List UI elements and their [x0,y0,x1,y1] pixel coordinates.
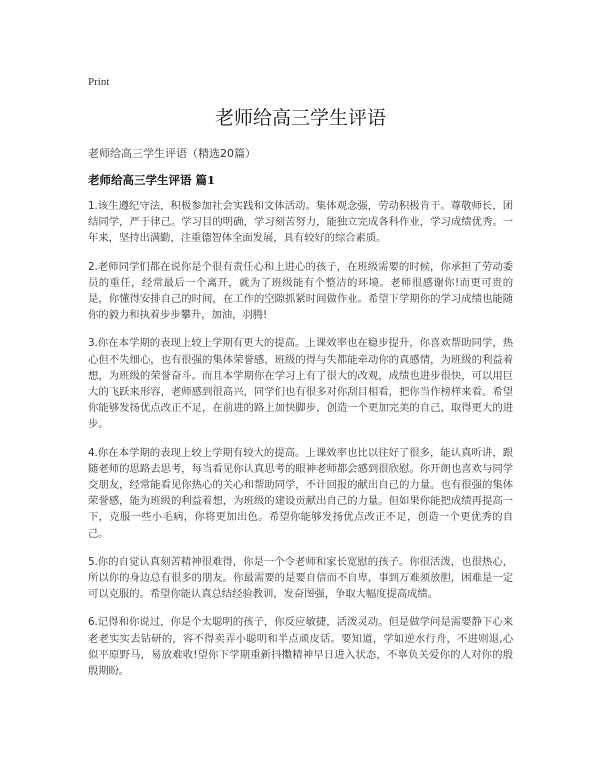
paragraph-3: 3.你在本学期的表现上较上学期有更大的提高。上课效率也在稳步提升，你喜欢帮助同学，热心但不失细心，也有很强的集体荣誉感，班级的得与失都能牵动你的真感情，为班级的利益着想，为班级的荣誉奋斗。而且本学期你在学习上有了很大的改观，成绩也进步很快，可以用巨大的飞跃来形容，老师感到很高兴，同学们也有很多对你刮目相看，把你当作榜样来看。希望你能够发扬优点改正不足，在前进的路上加快脚步，创造一个更加完美的自己，取得更大的进步。 [88,337,513,431]
paragraph-1: 1.该生遵纪守法，积极参加社会实践和文体活动。集体观念强，劳动积极肯干。尊敬师长，团结同学，严于律己。学习目的明确，学习刻苦努力，能独立完成各科作业，学习成绩优秀。一年来，坚持出满勤，注重德智体全面发展，具有较好的综合素质。 [88,200,513,245]
paragraph-4: 4.你在本学期的表现上较上学期有较大的提高。上课效率也比以往好了很多，能认真听讲，跟随老师的思路去思考，每当看见你认真思考的眼神老师都会感到很欣慰。你开朗也喜欢与同学交朋友，经常能看见你热心的关心和帮助同学，不计回报的献出自己的力量。也有很强的集体荣誉感，能为班级的利益着想，为班级的建设贡献出自己的力量。但如果你能把成绩再提高一下，克服一些小毛病，你将更加出色。希望你能够发扬优点改正不足，创造一个更优秀的自己。 [88,446,513,540]
document-subtitle: 老师给高三学生评语（精选20篇） [88,147,256,160]
paragraph-6: 6.记得和你说过，你是个太聪明的孩子，你反应敏捷，活泼灵动。但是做学问是需要静下心来老老实实去钻研的，容不得卖弄小聪明和半点顽皮话。要知道，学如逆水行舟，不进则退,心似平原野马，易放难收!望你下学期重新抖擞精神早日进入状态，不辜负关爱你的人对你的殷殷期盼。 [88,616,513,678]
section-heading: 老师给高三学生评语 篇1 [88,173,216,187]
paragraph-2: 2.老师同学们都在说你是个很有责任心和上进心的孩子，在班级需要的时候，你承担了劳动委员的重任，经常最后一个离开，就为了班级能有个整洁的环境。老师很感谢你!而更可贵的是，你懂得安排自己的时间，在工作的空隙抓紧时间做作业。希望下学期你的学习成绩也能随你的毅力和执着步步攀升，加油，羽腾! [88,260,513,322]
page-title: 老师给高三学生评语 [214,107,386,129]
paragraph-5: 5.你的自觉认真刻苦精神很难得，你是一个令老师和家长宽慰的孩子。你很活泼，也很热心，所以你的身边总有很多的朋友。你最需要的是要自信而不自卑，事到万难须放胆，困难是一定可以克服的。希望你能认真总结经验教训，发奋图强，争取大幅度提高成绩。 [88,555,513,601]
print-link[interactable]: Print [88,76,110,88]
